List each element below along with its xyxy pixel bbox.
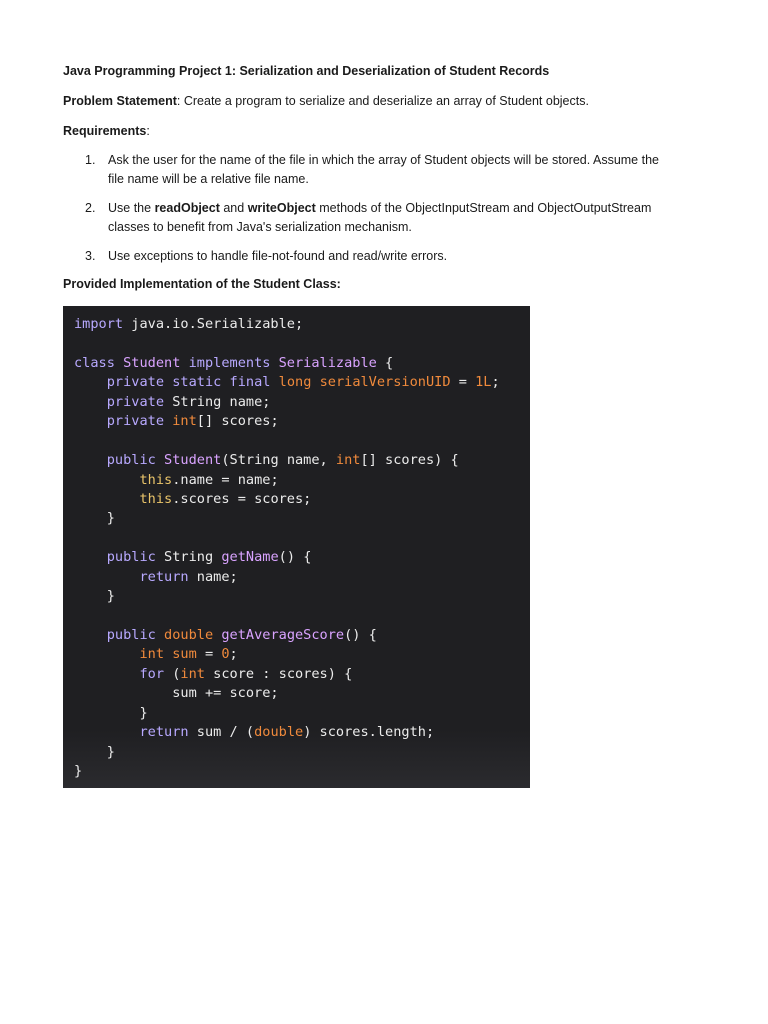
code-token: name; (188, 568, 238, 585)
code-line (63, 471, 530, 490)
code-token (311, 374, 319, 390)
code-token: String (155, 549, 222, 566)
problem-statement (63, 94, 589, 108)
code-token: serialVersionUID (319, 374, 451, 391)
code-token: public (106, 452, 156, 469)
requirements-list (63, 151, 703, 276)
code-token: = (450, 374, 476, 391)
code-line (63, 568, 530, 587)
code-token: double (164, 627, 214, 643)
code-token: this (139, 471, 173, 488)
code-token: private (106, 413, 165, 430)
code-token: long (278, 374, 312, 391)
code-token: implements (188, 354, 271, 371)
code-token: Student (123, 354, 181, 371)
document-title: Java Programming Project 1: Serialization and Deserialization of Student Records (63, 64, 550, 78)
list-item-text: file name will be a relative file name. (108, 172, 309, 186)
list-item-text: Use the (108, 201, 155, 215)
code-token (115, 355, 123, 371)
code-token (156, 627, 164, 643)
code-token: sum / ( (188, 724, 255, 741)
code-block (63, 306, 530, 788)
code-token (270, 355, 278, 371)
code-token: [] scores; (196, 413, 279, 430)
code-line (63, 645, 530, 664)
code-token (74, 569, 139, 585)
code-line (63, 432, 530, 451)
code-token (74, 394, 107, 410)
code-line (63, 412, 530, 431)
code-line (63, 334, 530, 353)
code-token (74, 646, 139, 662)
code-line (63, 548, 530, 567)
code-token: .name = name; (172, 471, 279, 488)
code-line: } (74, 704, 148, 721)
code-line (63, 626, 530, 645)
code-token: score : scores) { (204, 665, 353, 682)
code-token: [] scores) { (360, 452, 459, 469)
problem-statement-label: Problem Statement (63, 94, 177, 108)
list-item-text: Ask the user for the name of the file in which the array of Student objects will be stored. Assume the (108, 153, 659, 167)
code-token: this (139, 490, 173, 507)
requirements-label: Requirements (63, 124, 147, 138)
code-token: double (254, 724, 304, 741)
list-item (63, 247, 703, 266)
code-token: class (74, 354, 115, 371)
code-token: ; (229, 646, 238, 663)
code-line (63, 315, 530, 334)
list-item-number: 2. (85, 201, 96, 215)
code-token: .scores = scores; (172, 490, 312, 507)
code-token: () { (278, 549, 312, 566)
code-line (63, 393, 530, 412)
code-line (63, 607, 530, 626)
requirements-colon: : (146, 124, 150, 138)
code-token: 1L (475, 374, 492, 391)
code-token: ; (491, 374, 500, 391)
list-item-text: methods of the ObjectInputStream and ObjectOutputStream (315, 201, 652, 215)
code-line (63, 723, 530, 742)
code-token (74, 452, 107, 468)
code-line: } (74, 588, 115, 605)
code-token: return (139, 568, 189, 585)
requirements-heading (63, 124, 150, 138)
code-token (74, 666, 139, 682)
code-token: static (172, 374, 222, 391)
code-token: () { (344, 627, 377, 643)
list-item (63, 151, 703, 189)
code-token: getName (221, 549, 279, 566)
code-token: int (139, 646, 165, 663)
code-token: ) scores.length; (303, 724, 435, 741)
code-token (74, 491, 139, 507)
code-token: { (376, 354, 394, 371)
code-token (74, 472, 139, 488)
code-token (164, 374, 172, 390)
list-item-number: 3. (85, 249, 96, 263)
code-token (164, 646, 172, 662)
code-token: (String name, (221, 452, 336, 469)
code-token (180, 355, 188, 371)
method-name: writeObject (247, 201, 316, 215)
code-line (63, 373, 530, 392)
code-token: sum (172, 646, 197, 663)
code-line: } (74, 743, 115, 760)
code-token: int (172, 413, 197, 430)
code-token: final (229, 374, 271, 391)
code-token: 0 (221, 646, 230, 663)
code-token: return (139, 724, 189, 741)
list-item (63, 199, 703, 237)
list-item-text: classes to benefit from Java's serialization mechanism. (108, 220, 412, 234)
list-item-text: and (219, 201, 248, 215)
code-token: Student (164, 452, 222, 469)
list-item-text: Use exceptions to handle file-not-found and read/write errors. (108, 249, 448, 263)
code-token: private (106, 374, 165, 391)
code-token (270, 374, 278, 390)
code-token (74, 413, 107, 429)
code-token: String name; (164, 393, 271, 410)
code-token: public (106, 549, 156, 566)
code-token: int (180, 665, 205, 682)
code-token (74, 724, 139, 740)
problem-statement-text: : Create a program to serialize and deserialize an array of Student objects. (176, 94, 589, 108)
code-token (156, 452, 164, 468)
code-token: ( (164, 665, 181, 682)
method-name: readObject (154, 201, 220, 215)
code-token: getAverageScore (221, 627, 345, 643)
code-line (63, 665, 530, 684)
code-token (74, 627, 107, 643)
list-item-number: 1. (85, 153, 96, 167)
code-line (63, 451, 530, 470)
code-line: sum += score; (74, 685, 279, 702)
code-token: Serializable (278, 354, 377, 371)
code-line: } (74, 763, 83, 780)
code-token: for (139, 665, 165, 682)
code-token (164, 413, 172, 429)
code-line (63, 529, 530, 548)
code-token: private (106, 393, 165, 410)
code-token: java.io.Serializable; (123, 316, 304, 332)
code-token: int (335, 452, 361, 469)
implementation-heading: Provided Implementation of the Student Class: (63, 277, 341, 291)
code-line (63, 490, 530, 509)
code-token: public (106, 627, 156, 643)
code-token: = (196, 646, 222, 663)
code-token: import (74, 316, 124, 332)
code-token (221, 374, 229, 390)
code-line (63, 354, 530, 373)
code-line: } (74, 510, 115, 527)
code-token (74, 549, 107, 565)
code-token (74, 374, 107, 390)
